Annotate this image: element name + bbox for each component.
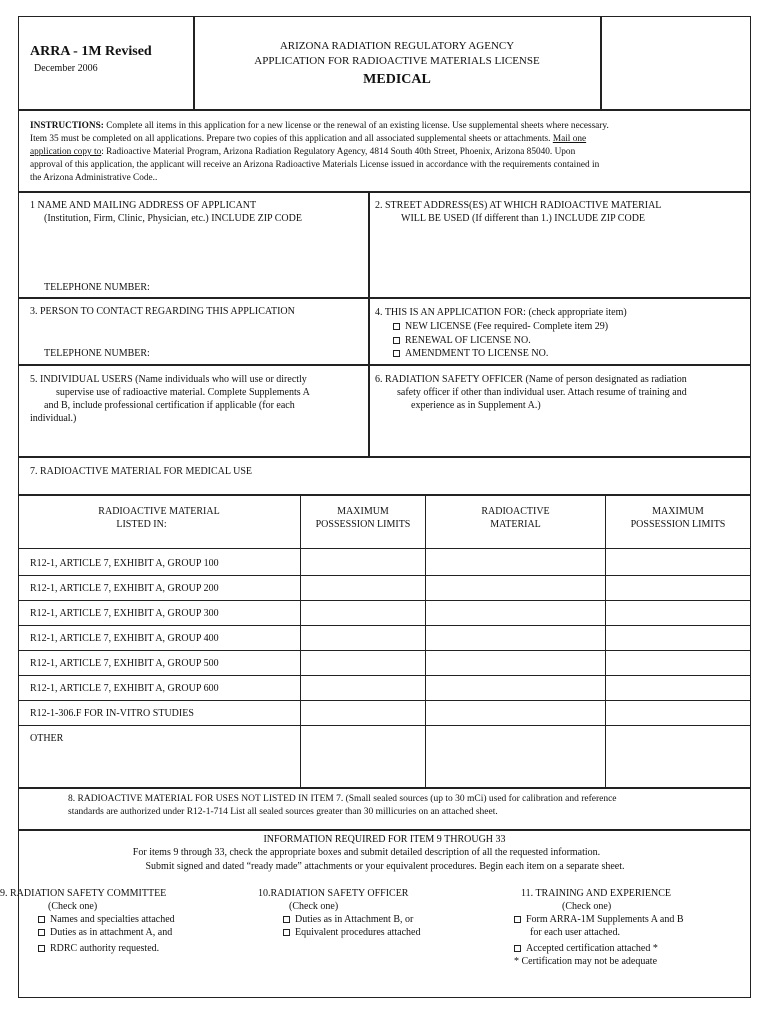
checkbox-renewal[interactable] (393, 337, 400, 344)
item8-line-2: standards are authorized under R12-1-714 List all sealed sources greater than 30 millicuries on an attached sheet. (68, 807, 498, 817)
item3-title: 3. PERSON TO CONTACT REGARDING THIS APPLICATION (30, 306, 295, 317)
header-divider-right (600, 16, 602, 109)
item7-row-group-300: R12-1, ARTICLE 7, EXHIBIT A, GROUP 300 (30, 608, 219, 619)
instructions-line-4: approval of this application, the applicant will receive an Arizona Radioactive Materials License issued in accordance with the requirements contained in (30, 160, 600, 170)
item7-col-divider-2 (425, 494, 426, 788)
info-title: INFORMATION REQUIRED FOR ITEM 9 THROUGH 33 (263, 834, 506, 845)
item11-option-certification[interactable]: Accepted certification attached * (514, 942, 658, 955)
item1-subtitle: (Institution, Firm, Clinic, Physician, etc.) INCLUDE ZIP CODE (44, 213, 302, 224)
item7-row-group-100: R12-1, ARTICLE 7, EXHIBIT A, GROUP 100 (30, 558, 219, 569)
item10-option-duties[interactable]: Duties as in Attachment B, or (283, 913, 413, 926)
item11-option-form-cont: for each user attached. (530, 927, 620, 938)
item7-row-group-600: R12-1, ARTICLE 7, EXHIBIT A, GROUP 600 (30, 683, 219, 694)
item7-col2-header-line1: MAXIMUM (337, 506, 389, 517)
item7-col-divider-3 (605, 494, 606, 788)
item7-col1-header-line1: RADIOACTIVE MATERIAL (98, 506, 220, 517)
item6-line-3: experience as in Supplement A.) (411, 400, 541, 411)
row-line (18, 650, 751, 651)
row-line (18, 725, 751, 726)
items-5-6-bottom-line (18, 456, 751, 458)
item7-title: 7. RADIOACTIVE MATERIAL FOR MEDICAL USE (30, 466, 253, 477)
item7-col-divider-1 (300, 494, 301, 788)
row-line (18, 625, 751, 626)
item5-line-4: individual.) (30, 413, 77, 424)
item9-title: 9. RADIATION SAFETY COMMITTEE (0, 888, 167, 899)
item2-subtitle: WILL BE USED (If different than 1.) INCLUDE ZIP CODE (401, 213, 646, 224)
item7-row-in-vitro: R12-1-306.F FOR IN-VITRO STUDIES (30, 708, 194, 719)
item9-option-names[interactable]: Names and specialties attached (38, 913, 175, 926)
item2-input-area[interactable] (370, 228, 748, 294)
item4-option-amendment[interactable]: AMENDMENT TO LICENSE NO. (393, 347, 548, 360)
row-line (18, 700, 751, 701)
checkbox-rdrc-authority[interactable] (38, 945, 45, 952)
item11-title: 11. TRAINING AND EXPERIENCE (521, 888, 671, 899)
item8-bottom-line (18, 829, 751, 831)
item3-telephone-label: TELEPHONE NUMBER: (44, 348, 150, 359)
checkbox-amendment[interactable] (393, 350, 400, 357)
row-line (18, 575, 751, 576)
info-line-3: Submit signed and dated “ready made” attachments or your equivalent procedures. Begin each item on a separate sheet. (145, 861, 625, 872)
form-category: MEDICAL (363, 72, 431, 87)
item7-row-other: OTHER (30, 733, 64, 744)
info-line-2: For items 9 through 33, check the appropriate boxes and submit detailed description of all the requested information. (132, 847, 601, 858)
item6-line-2: safety officer if other than individual user. Attach resume of training and (397, 387, 687, 398)
instructions-line-2: Item 35 must be completed on all applications. Prepare two copies of this application and all associated supplemental sheets or attachments. Mail one (30, 134, 587, 144)
item10-check-one: (Check one) (289, 901, 339, 912)
item1-title: 1 NAME AND MAILING ADDRESS OF APPLICANT (30, 200, 257, 211)
instructions-line-1: INSTRUCTIONS: Complete all items in this application for a new license or the renewal of an existing license. Use supplemental sheets where necessary. (30, 121, 609, 131)
item11-note: * Certification may not be adequate (514, 956, 658, 967)
item4-option-new[interactable]: NEW LICENSE (Fee required- Complete item 29) (393, 320, 608, 333)
checkbox-new-license[interactable] (393, 323, 400, 330)
item9-option-rdrc[interactable]: RDRC authority requested. (38, 942, 159, 955)
item5-line-2: supervise use of radioactive material. Complete Supplements A (56, 387, 310, 398)
instructions-block (30, 120, 748, 185)
checkbox-duties-attachment-b[interactable] (283, 916, 290, 923)
item7-col3-header-line1: RADIOACTIVE (481, 506, 550, 517)
header-bottom-line (18, 109, 751, 111)
instructions-bottom-line (18, 191, 751, 193)
item7-bottom-line (18, 787, 751, 789)
item7-row-group-400: R12-1, ARTICLE 7, EXHIBIT A, GROUP 400 (30, 633, 219, 644)
item4-option-renewal[interactable]: RENEWAL OF LICENSE NO. (393, 334, 531, 347)
item2-title: 2. STREET ADDRESS(ES) AT WHICH RADIOACTIVE MATERIAL (375, 200, 662, 211)
item9-option-duties[interactable]: Duties as in attachment A, and (38, 926, 172, 939)
application-title: APPLICATION FOR RADIOACTIVE MATERIALS LICENSE (254, 55, 540, 67)
item6-line-1: 6. RADIATION SAFETY OFFICER (Name of person designated as radiation (375, 374, 687, 385)
item7-col4-header-line1: MAXIMUM (652, 506, 704, 517)
checkbox-names-specialties[interactable] (38, 916, 45, 923)
checkbox-duties-attachment-a[interactable] (38, 929, 45, 936)
page-bottom-line (18, 997, 751, 998)
item1-input-area[interactable] (20, 228, 366, 294)
item11-option-form[interactable]: Form ARRA-1M Supplements A and B (514, 913, 684, 926)
instructions-label: INSTRUCTIONS: (30, 121, 104, 131)
item7-col4-header-line2: POSSESSION LIMITS (630, 519, 726, 530)
item3-input-area[interactable] (20, 320, 366, 362)
form-date: December 2006 (34, 63, 98, 74)
item7-row-group-200: R12-1, ARTICLE 7, EXHIBIT A, GROUP 200 (30, 583, 219, 594)
item7-col2-header-line2: POSSESSION LIMITS (315, 519, 411, 530)
item8-line-1: 8. RADIOACTIVE MATERIAL FOR USES NOT LISTED IN ITEM 7. (Small sealed sources (up to 30 mCi) used for calibration and reference (68, 794, 617, 804)
item5-line-3: and B, include professional certification if applicable (for each (44, 400, 295, 411)
item1-telephone-label: TELEPHONE NUMBER: (44, 282, 150, 293)
item7-header-bottom-line (18, 548, 751, 549)
checkbox-accepted-certification[interactable] (514, 945, 521, 952)
item7-title-bottom-line (18, 494, 751, 496)
row-line (18, 600, 751, 601)
item9-check-one: (Check one) (48, 901, 98, 912)
form-id: ARRA - 1M Revised (30, 44, 152, 59)
instructions-line-5: the Arizona Administrative Code.. (30, 173, 158, 183)
item10-title: 10.RADIATION SAFETY OFFICER (258, 888, 409, 899)
row-line (18, 675, 751, 676)
agency-name: ARIZONA RADIATION REGULATORY AGENCY (279, 40, 515, 52)
item7-col3-header-line2: MATERIAL (490, 519, 541, 530)
item10-option-equivalent[interactable]: Equivalent procedures attached (283, 926, 421, 939)
checkbox-form-supplements[interactable] (514, 916, 521, 923)
item4-title: 4. THIS IS AN APPLICATION FOR: (check appropriate item) (375, 307, 627, 318)
checkbox-equivalent-procedures[interactable] (283, 929, 290, 936)
item11-check-one: (Check one) (562, 901, 612, 912)
item7-row-group-500: R12-1, ARTICLE 7, EXHIBIT A, GROUP 500 (30, 658, 219, 669)
instructions-line-3: application copy to: Radioactive Material Program, Arizona Radiation Regulatory Agency, 4814 South 40th Street, Phoenix, Arizona 85040. Upon (30, 147, 576, 157)
items-3-4-bottom-line (18, 364, 751, 366)
item7-col1-header-line2: LISTED IN: (116, 519, 167, 530)
item5-line-1: 5. INDIVIDUAL USERS (Name individuals who will use or directly (30, 374, 307, 385)
items-1-2-bottom-line (18, 297, 751, 299)
